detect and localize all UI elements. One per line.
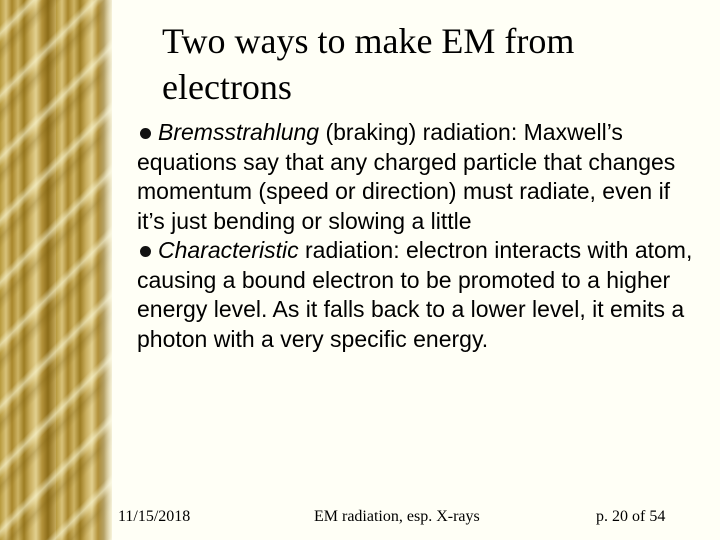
bullet-bremsstrahlung <box>137 118 697 236</box>
footer-date: 11/15/2018 <box>118 508 191 525</box>
bullet-term: Bremsstrahlung <box>158 119 320 145</box>
decorative-border <box>0 0 112 540</box>
footer-title: EM radiation, esp. X-rays <box>314 508 480 525</box>
bullet-term: Characteristic <box>158 237 299 263</box>
bullet-dot-icon <box>140 128 151 139</box>
bullet-text: (braking) radiation: Maxwell’s equations say that any charged particle that changes momentum (speed or direction) must radiate, even if it’s just bending or slowing a little <box>137 119 676 234</box>
slide-title: Two ways to make EM from electrons <box>162 21 575 107</box>
bullet-text: radiation: electron interacts with atom, causing a bound electron to be promoted to a higher energy level. As it falls back to a lower level, it emits a photon with a very specific energy. <box>137 237 693 352</box>
slide-body <box>137 118 697 354</box>
footer-page-number: p. 20 of 54 <box>596 508 666 525</box>
bullet-characteristic <box>137 236 697 354</box>
bullet-dot-icon <box>140 246 151 257</box>
